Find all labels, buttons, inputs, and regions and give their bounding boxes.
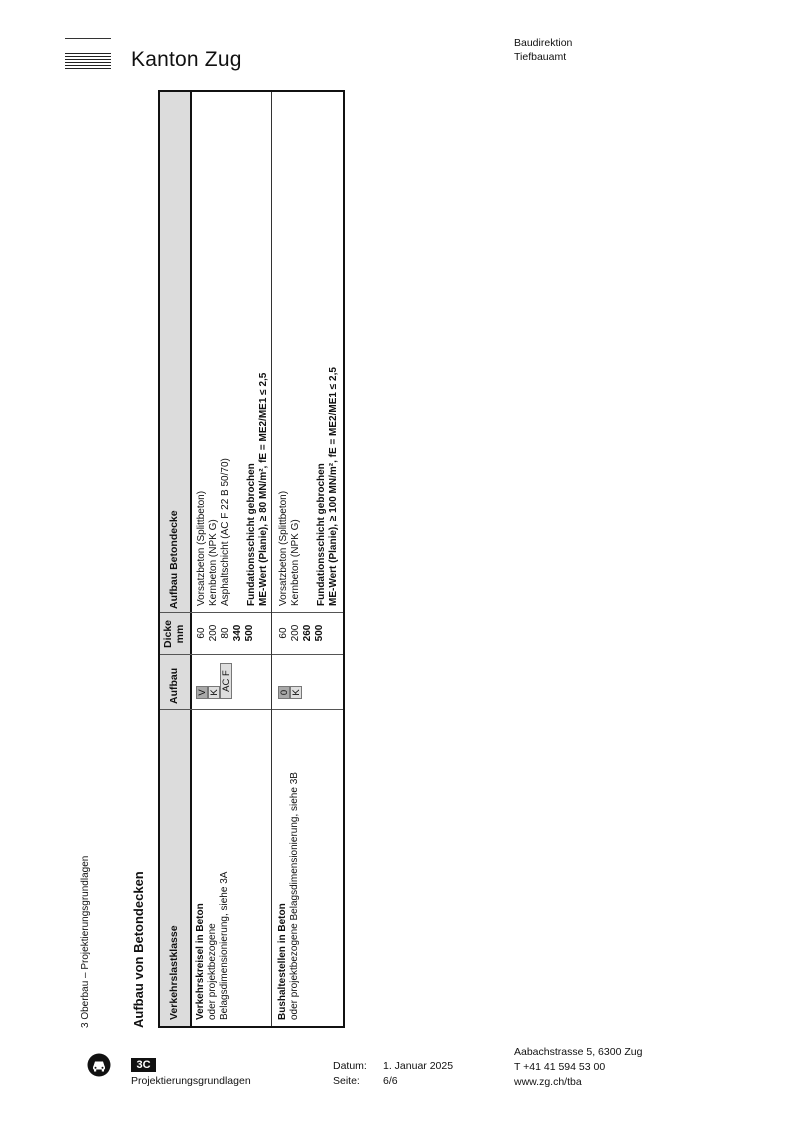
row-2-klasse: Bushaltestellen in Beton oder projektbezogene Belagsdimensionierung, siehe 3B [277,772,300,1020]
row-1-layers: Vorsatzbeton (Splittbeton) Kernbeton (NPK G) Asphaltschicht (AC F 22 B 50/70) [196,458,231,606]
row-1-fundation: Fundationsschicht gebrochen ME-Wert (Planie), ≥ 80 MN/m², fE = ME2/ME1 ≤ 2,5 [246,372,269,606]
row-1-thickness: 60 200 80 340 500 [196,624,255,642]
chapter-badge: 3C [131,1058,156,1072]
brand-name: Kanton Zug [131,48,242,71]
layer-chip-k: K [208,686,220,699]
row-2-fundation: Fundationsschicht gebrochen ME-Wert (Planie), ≥ 100 MN/m², fE = ME2/ME1 ≤ 2,5 [316,367,339,606]
concrete-structure-table [158,90,345,1028]
seite-label: Seite: [333,1075,360,1087]
col-header-betondecke: Aufbau Betondecke [168,510,180,609]
row-2-layers: Vorsatzbeton (Splittbeton) Kernbeton (NPK G) [278,490,301,606]
layer-chip-v: V [196,686,208,699]
office: Tiefbauamt [514,51,567,63]
side-label: 3 Oberbau – Projektierungsgrundlagen [80,855,91,1028]
department: Baudirektion [514,37,573,49]
phone: T +41 41 594 53 00 [514,1061,606,1073]
footer-subtitle: Projektierungsgrundlagen [131,1075,251,1087]
department-block [514,36,572,64]
row-divider [271,92,272,1026]
contact-block [514,1045,642,1090]
layer-chip-0: 0 [278,686,290,699]
seite-value: 6/6 [383,1075,398,1087]
col-header-klasse: Verkehrslastklasse [168,925,180,1020]
column-divider [160,654,343,655]
row-2-thickness: 60 200 260 500 [278,624,325,642]
col-header-dicke: Dicke mm [162,619,186,649]
row-1-klasse: Verkehrskreisel in Beton oder projektbezogene Belagsdimensionierung, siehe 3A [195,871,230,1020]
layer-chip-k: K [290,686,302,699]
canton-logo-lines [65,38,111,70]
address: Aabachstrasse 5, 6300 Zug [514,1046,643,1058]
col-header-aufbau: Aufbau [168,667,180,704]
section-title: Aufbau von Betondecken [131,871,146,1028]
car-icon [87,1053,111,1077]
layer-chip-acf: AC F [220,663,232,699]
datum-value: 1. Januar 2025 [383,1060,454,1072]
column-divider [160,709,343,710]
column-divider [160,612,343,613]
website-link[interactable]: www.zg.ch/tba [514,1076,582,1088]
datum-label: Datum: [333,1060,367,1072]
table-header [160,92,192,1026]
